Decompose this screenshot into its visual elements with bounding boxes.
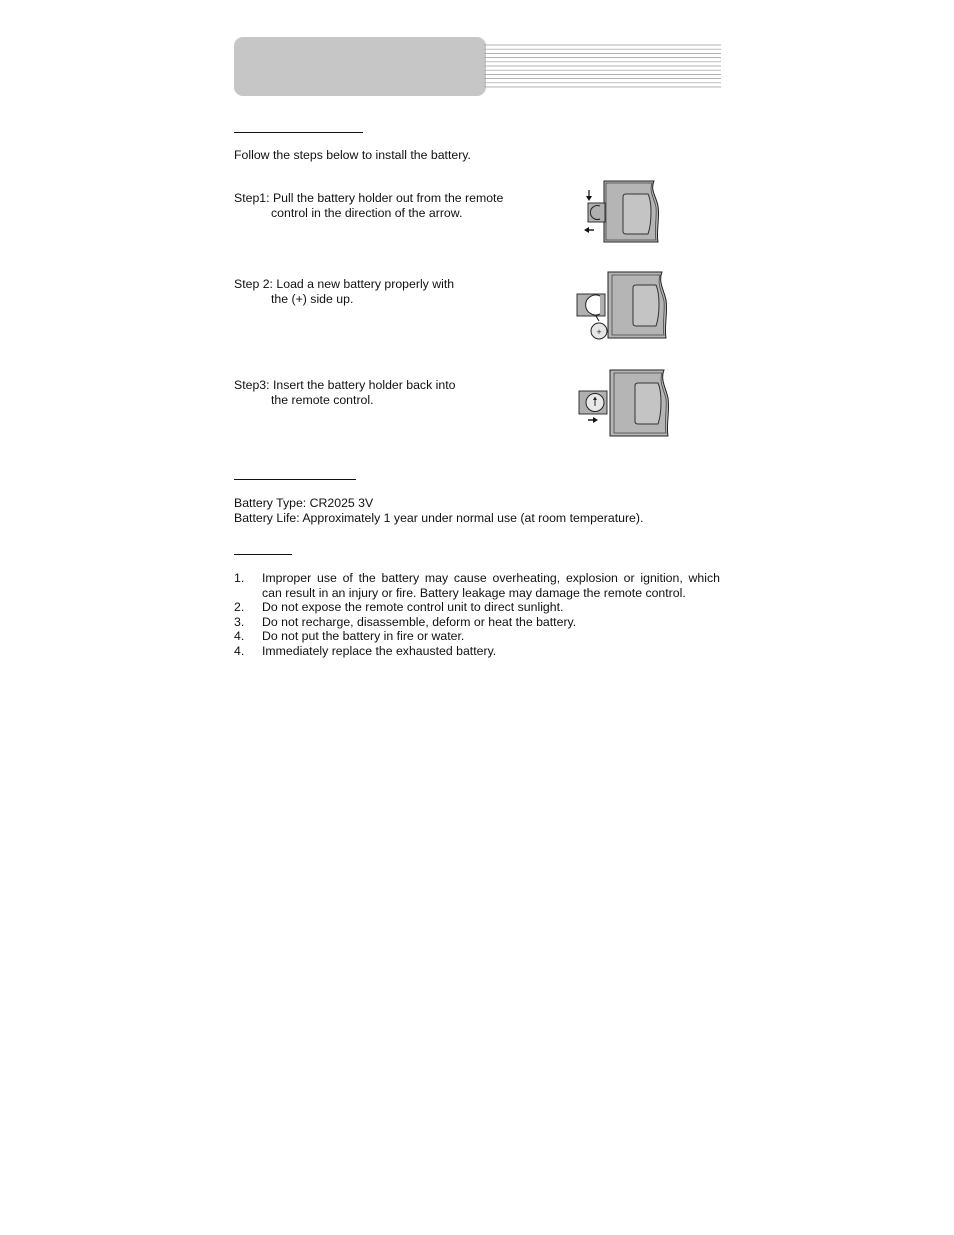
step-2 [234,277,454,306]
battery-type: Battery Type: CR2025 3V [234,496,374,510]
caution-number: 2. [234,600,245,614]
caution-number: 3. [234,614,245,629]
step-3-illustration [576,366,672,440]
header-tab [234,37,486,96]
caution-text-line2: can result in an injury or fire. Battery leakage may damage the remote control. [262,585,686,600]
step-3-line1: Step3: Insert the battery holder back into [234,378,456,392]
caution-text: Do not put the battery in fire or water. [262,629,465,643]
caution-item [234,571,720,600]
battery-life: Battery Life: Approximately 1 year under normal use (at room temperature). [234,510,644,525]
caution-item [234,644,720,659]
step-1-line2: control in the direction of the arrow. [271,205,463,220]
intro-text: Follow the steps below to install the battery. [234,148,471,162]
caution-text: Immediately replace the exhausted battery. [262,643,497,658]
step-2-illustration [574,268,672,344]
caution-item [234,615,720,630]
section-rule-battery [234,479,356,480]
section-rule-install [234,132,363,133]
caution-item [234,629,720,644]
caution-number: 4. [234,643,245,658]
step-2-line1: Step 2: Load a new battery properly with [234,277,455,291]
step-1-line1: Step1: Pull the battery holder out from the remote [234,191,504,205]
battery-info [234,496,643,525]
caution-text: Do not recharge, disassemble, deform or heat the battery. [262,614,577,629]
step-3-line2: the remote control. [271,392,374,407]
step-1-illustration [580,176,666,248]
section-rule-caution [234,554,292,555]
caution-number: 1. [234,571,245,585]
step-3 [234,378,455,407]
caution-item [234,600,720,615]
caution-list [234,571,720,658]
svg-text:+: + [596,328,602,336]
caution-text: Do not expose the remote control unit to direct sunlight. [262,600,564,614]
caution-text-line1: Improper use of the battery may cause overheating, explosion or ignition, which [262,571,720,585]
step-1 [234,191,503,220]
header-lines [484,44,721,88]
caution-number: 4. [234,629,245,643]
step-2-line2: the (+) side up. [271,291,354,306]
